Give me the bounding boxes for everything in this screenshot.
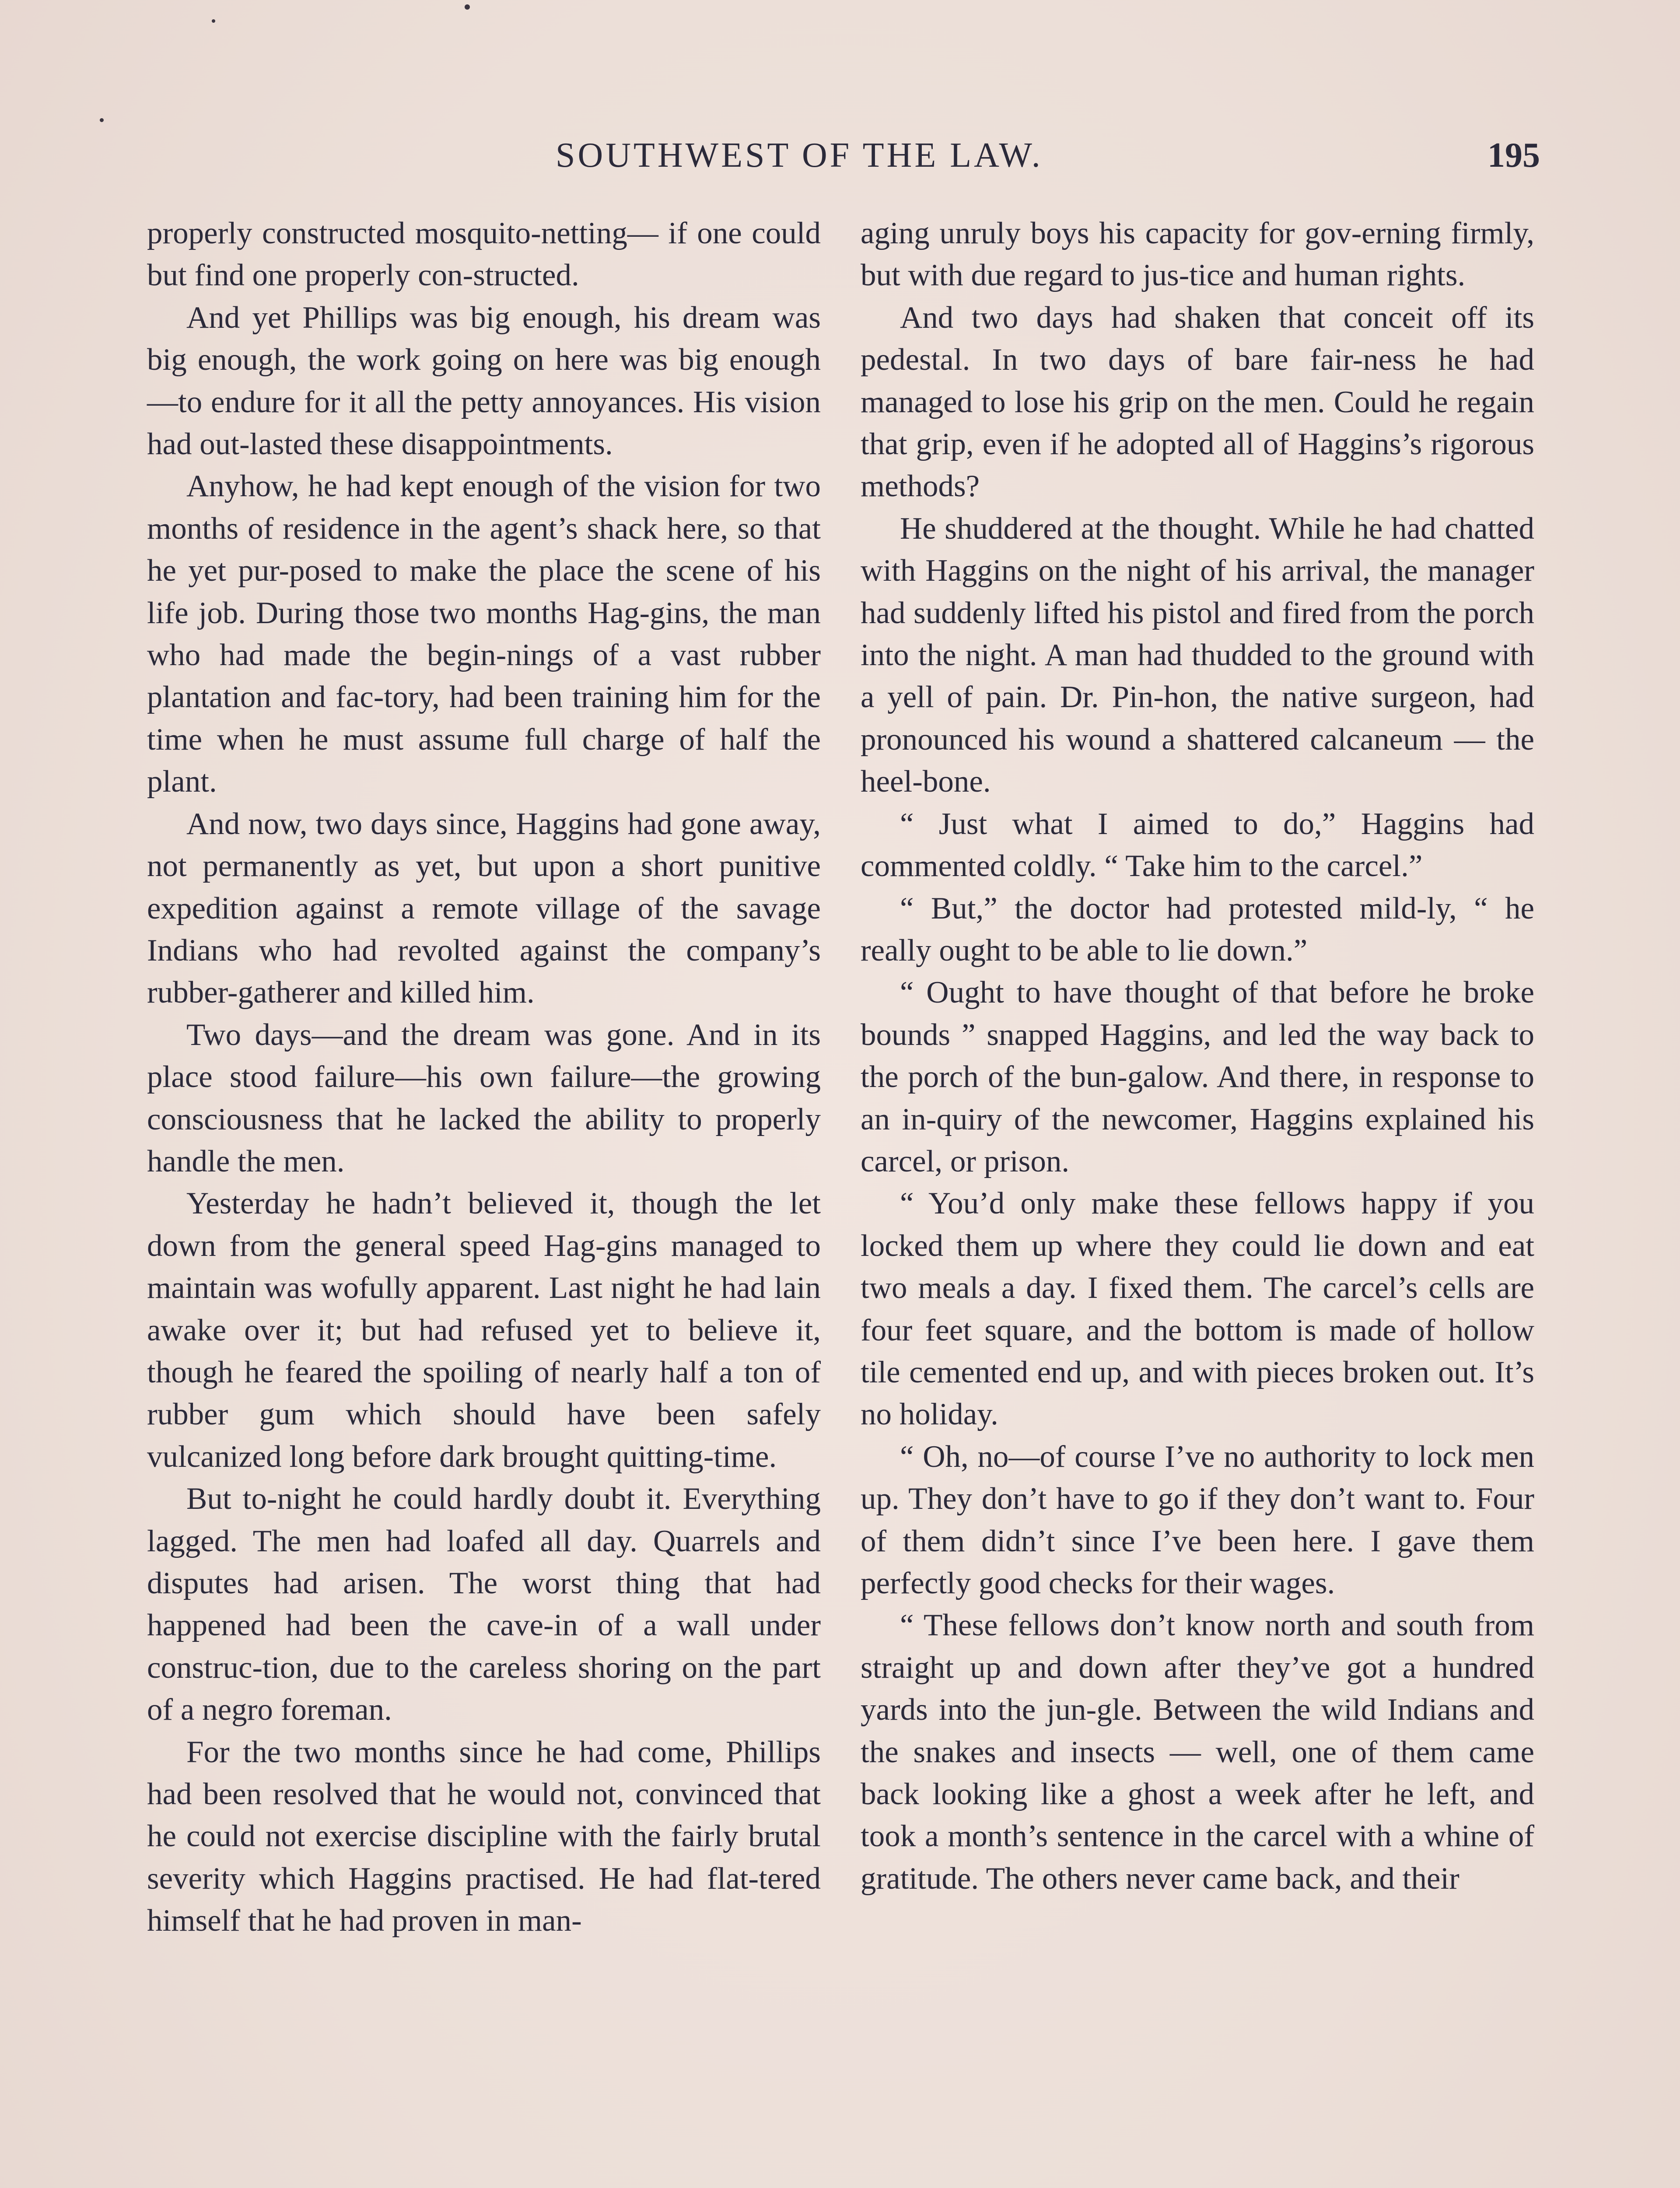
right-column-paragraph: “ But,” the doctor had protested mild-ly, “ he really ought to be able to lie down.” xyxy=(861,891,1534,968)
right-column-paragraph: And two days had shaken that conceit off its pedestal. In two days of bare fair-ness he had managed to lose his grip on the men. Could he regain that grip, even if he adopted all of Haggins’s rigorous methods? xyxy=(861,300,1534,504)
left-column-paragraph: Anyhow, he had kept enough of the vision for two months of residence in the agent’s shack here, so that he yet pur-posed to make the place the scene of his life job. During those two months Hag-gins, the man who had made the begin-nings of a vast rubber plantation and fac-tory, had been training him for the time when he must assume full charge of half the plant. xyxy=(147,469,821,799)
left-column-paragraph: Two days—and the dream was gone. And in its place stood failure—his own failure—the growing consciousness that he lacked the ability to properly handle the men. xyxy=(147,1017,821,1178)
left-column-paragraph: And now, two days since, Haggins had gone away, not permanently as yet, but upon a short punitive expedition against a remote village of the savage Indians who had revolted against the company’s rubber-gatherer and killed him. xyxy=(147,806,821,1010)
right-column xyxy=(861,212,1534,1900)
right-column-paragraph: “ Just what I aimed to do,” Haggins had commented coldly. “ Take him to the carcel.” xyxy=(861,806,1534,884)
left-column xyxy=(147,212,821,1942)
right-column-paragraph: “ You’d only make these fellows happy if you locked them up where they could lie down and eat two meals a day. I fixed them. The carcel’s cells are four feet square, and the bottom is made of hollow tile cemented end up, and with pieces broken out. It’s no holiday. xyxy=(861,1186,1534,1432)
right-column-paragraph: aging unruly boys his capacity for gov-erning firmly, but with due regard to jus-tice and human rights. xyxy=(861,216,1534,293)
left-column-paragraph: But to-night he could hardly doubt it. Everything lagged. The men had loafed all day. Quarrels and disputes had arisen. The worst thing that had happened had been the cave-in of a wall under construc-tion, due to the careless shoring on the part of a negro foreman. xyxy=(147,1482,821,1727)
right-column-paragraph: “ These fellows don’t know north and south from straight up and down after they’ve got a hundred yards into the jun-gle. Between the wild Indians and the snakes and insects — well, one of them came back looking like a ghost a week after he left, and took a month’s sentence in the carcel with a whine of gratitude. The others never came back, and their xyxy=(861,1608,1534,1896)
running-head: SOUTHWEST OF THE LAW. xyxy=(556,136,1043,175)
left-column-paragraph: properly constructed mosquito-netting— if one could but find one properly con-structed. xyxy=(147,216,821,293)
right-column-paragraph: “ Oh, no—of course I’ve no authority to lock men up. They don’t have to go if they don’t want to. Four of them didn’t since I’ve been here. I gave them perfectly good checks for their wages. xyxy=(861,1439,1534,1600)
right-column-paragraph: “ Ought to have thought of that before he broke bounds ” snapped Haggins, and led the way back to the porch of the bun-galow. And there, in response to an in-quiry of the newcomer, Haggins explained his carcel, or prison. xyxy=(861,975,1534,1178)
ink-speck xyxy=(212,19,215,23)
ink-speck xyxy=(465,4,470,10)
page-header xyxy=(556,131,1540,179)
left-column-paragraph: And yet Phillips was big enough, his dream was big enough, the work going on here was big enough—to endure for it all the petty annoyances. His vision had out-lasted these disappointments. xyxy=(147,300,821,462)
page-number: 195 xyxy=(1488,136,1540,175)
ink-speck xyxy=(100,118,104,122)
left-column-paragraph: For the two months since he had come, Phillips had been resolved that he would not, convinced that he could not exercise discipline with the fairly brutal severity which Haggins practised. He had flat-tered himself that he had proven in man- xyxy=(147,1735,821,1938)
right-column-paragraph: He shuddered at the thought. While he had chatted with Haggins on the night of his arrival, the manager had suddenly lifted his pistol and fired from the porch into the night. A man had thudded to the ground with a yell of pain. Dr. Pin-hon, the native surgeon, had pronounced his wound a shattered calcaneum — the heel-bone. xyxy=(861,511,1534,799)
left-column-paragraph: Yesterday he hadn’t believed it, though the let down from the general speed Hag-gins managed to maintain was wofully apparent. Last night he had lain awake over it; but had refused yet to believe it, though he feared the spoiling of nearly half a ton of rubber gum which should have been safely vulcanized long before dark brought quitting-time. xyxy=(147,1186,821,1474)
